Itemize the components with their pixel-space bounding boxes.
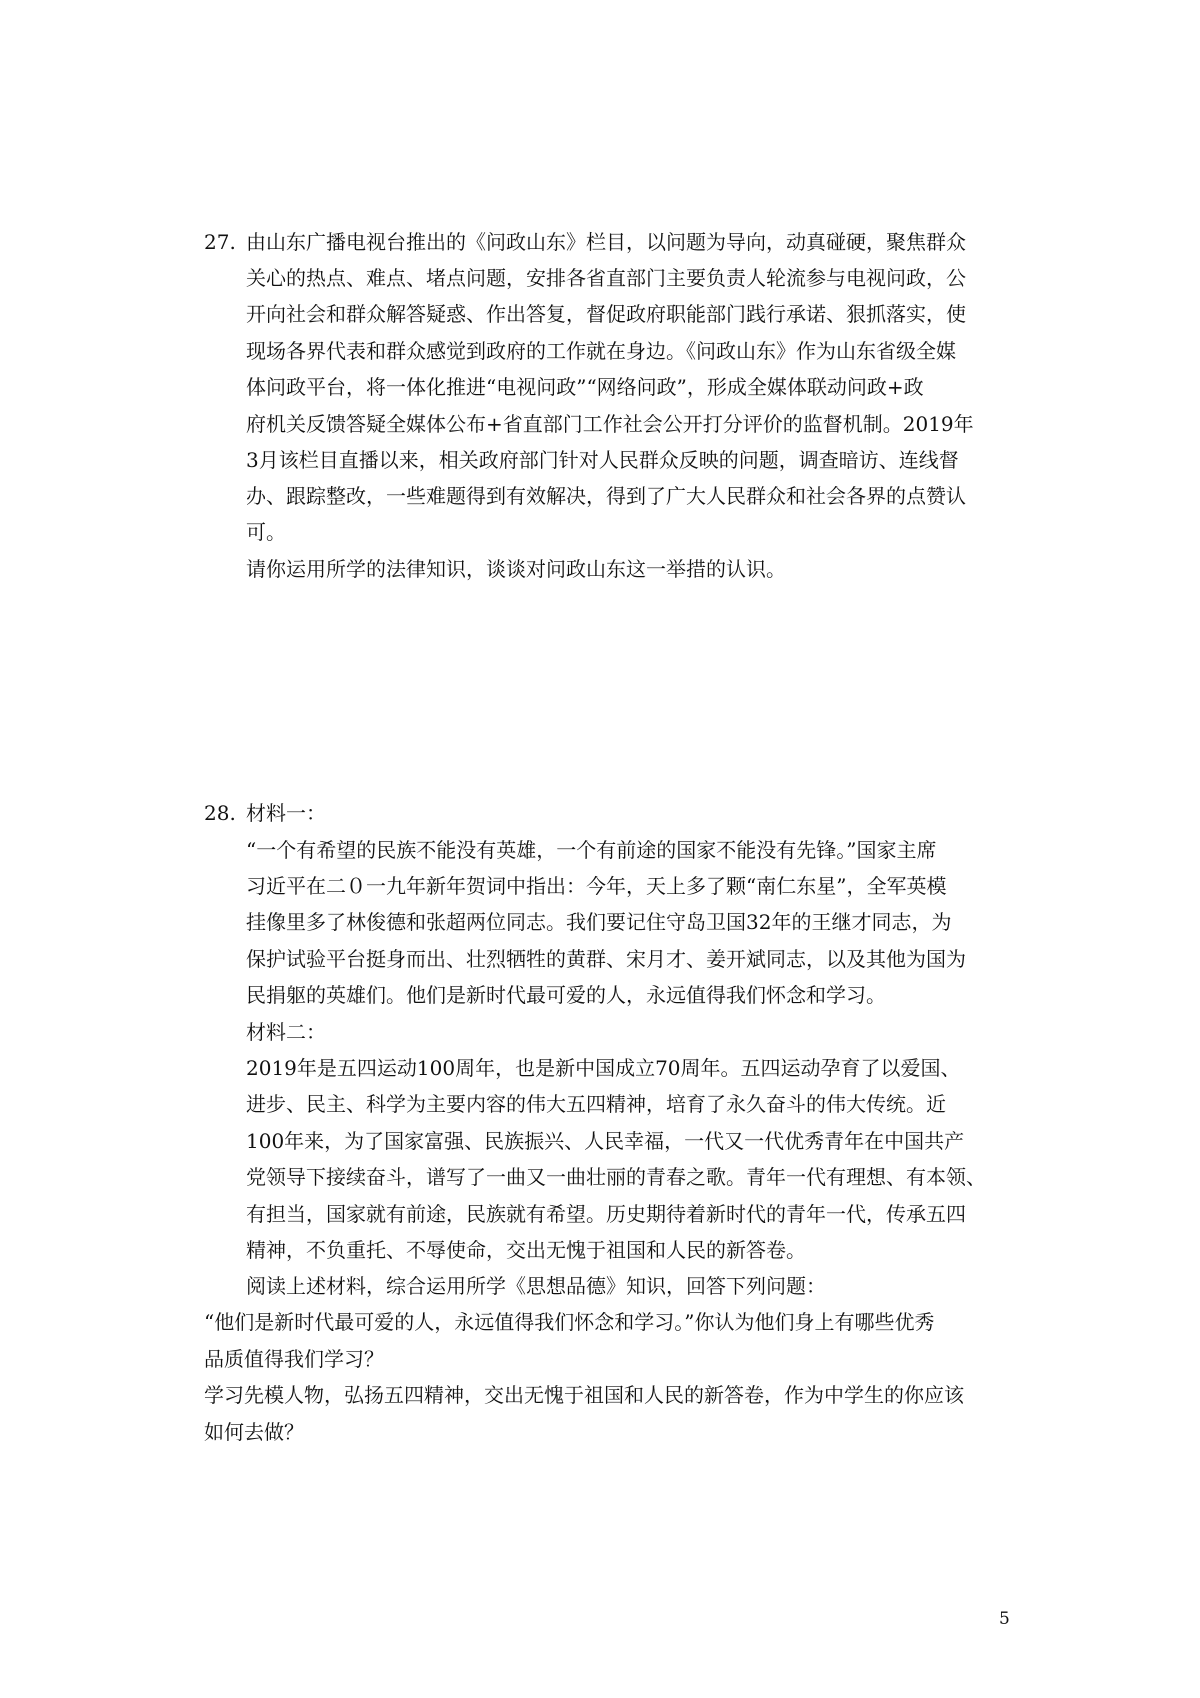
question-27-number: 27.	[204, 230, 236, 254]
question-27-line-1: 由山东广播电视台推出的《问政山东》栏目，以问题为导向，动真碰硬，聚焦群众	[246, 230, 966, 254]
material-1-line-5: 民捐躯的英雄们。他们是新时代最可爱的人，永远值得我们怀念和学习。	[246, 983, 886, 1007]
question-27-line-7: 3月该栏目直播以来，相关政府部门针对人民群众反映的问题，调查暗访、连线督	[246, 448, 959, 472]
material-1-line-3: 挂像里多了林俊德和张超两位同志。我们要记住守岛卫国32年的王继才同志，为	[246, 910, 952, 934]
question-27-line-4: 现场各界代表和群众感觉到政府的工作就在身边。《问政山东》作为山东省级全媒	[246, 339, 956, 363]
question-28-number: 28.	[204, 801, 236, 825]
material-1-line-4: 保护试验平台挺身而出、壮烈牺牲的黄群、宋月才、姜开斌同志，以及其他为国为	[246, 947, 966, 971]
material-2-label: 材料二：	[246, 1020, 326, 1044]
material-2-line-2: 进步、民主、科学为主要内容的伟大五四精神，培育了永久奋斗的伟大传统。近	[246, 1092, 946, 1116]
material-2-line-1: 2019年是五四运动100周年，也是新中国成立70周年。五四运动孕育了以爱国、	[246, 1056, 961, 1080]
material-2-line-3: 100年来，为了国家富强、民族振兴、人民幸福，一代又一代优秀青年在中国共产	[246, 1129, 965, 1153]
question-27-line-9: 可。	[246, 520, 286, 544]
sub-question-2-line-2: 如何去做？	[204, 1420, 304, 1444]
material-1-line-2: 习近平在二０一九年新年贺词中指出：今年，天上多了颗“南仁东星”，全军英模	[246, 874, 947, 898]
material-2-line-4: 党领导下接续奋斗，谱写了一曲又一曲壮丽的青春之歌。青年一代有理想、有本领、	[246, 1165, 986, 1189]
question-27-prompt: 请你运用所学的法律知识，谈谈对问政山东这一举措的认识。	[246, 557, 786, 581]
material-2-line-6: 精神，不负重托、不辱使命，交出无愧于祖国和人民的新答卷。	[246, 1238, 806, 1262]
question-27-line-2: 关心的热点、难点、堵点问题，安排各省直部门主要负责人轮流参与电视问政，公	[246, 266, 966, 290]
sub-question-1-line-1: “他们是新时代最可爱的人，永远值得我们怀念和学习。”你认为他们身上有哪些优秀	[204, 1310, 935, 1334]
page-number: 5	[999, 1609, 1010, 1629]
question-27-line-3: 开向社会和群众解答疑惑、作出答复，督促政府职能部门践行承诺、狠抓落实，使	[246, 302, 966, 326]
question-27-line-5: 体问政平台，将一体化推进“电视问政”“网络问政”，形成全媒体联动问政+政	[246, 375, 924, 399]
material-2-line-5: 有担当，国家就有前途，民族就有希望。历史期待着新时代的青年一代，传承五四	[246, 1202, 966, 1226]
material-1-line-1: “一个有希望的民族不能没有英雄，一个有前途的国家不能没有先锋。”国家主席	[246, 838, 937, 862]
sub-question-2-line-1: 学习先模人物，弘扬五四精神，交出无愧于祖国和人民的新答卷，作为中学生的你应该	[204, 1383, 964, 1407]
question-27-line-6: 府机关反馈答疑全媒体公布+省直部门工作社会公开打分评价的监督机制。2019年	[246, 412, 974, 436]
sub-question-1-line-2: 品质值得我们学习？	[204, 1347, 384, 1371]
material-1-label: 材料一：	[246, 801, 326, 825]
instruction-text: 阅读上述材料，综合运用所学《思想品德》知识，回答下列问题：	[246, 1274, 826, 1298]
question-27-line-8: 办、跟踪整改，一些难题得到有效解决，得到了广大人民群众和社会各界的点赞认	[246, 484, 966, 508]
